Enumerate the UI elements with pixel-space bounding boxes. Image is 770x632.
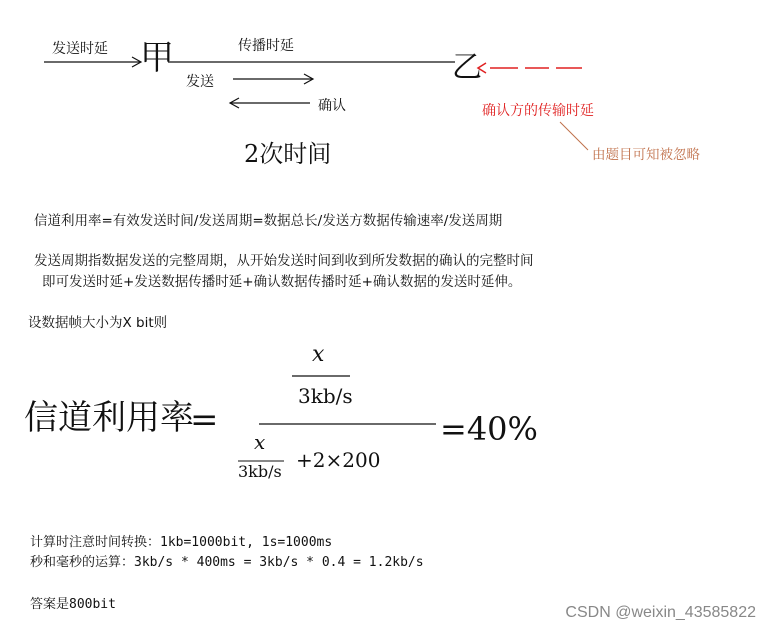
denominator-rate: 3kb/s — [238, 462, 282, 481]
sender-glyph: 甲 — [140, 38, 174, 78]
send-delay-label: 发送时延 — [52, 41, 108, 57]
ignore-label: 由题目可知被忽略 — [592, 147, 700, 163]
explanation-line-3: 即可发送时延+发送数据传播时延+确认数据传播时延+确认数据的发送时延伸。 — [42, 274, 522, 290]
propagation-delay-label: 传播时延 — [238, 38, 294, 54]
csdn-watermark: CSDN @weixin_43585822 — [565, 604, 756, 621]
send-label: 发送 — [186, 74, 214, 90]
confirm-label: 确认 — [318, 98, 346, 114]
formula-equals: = — [190, 400, 219, 440]
unit-conversion-note: 计算时注意时间转换：1kb=1000bit, 1s=1000ms — [30, 535, 333, 550]
receiver-delay-label: 确认方的传输时延 — [482, 103, 594, 119]
denominator-variable: x — [254, 430, 266, 454]
unit-calculation-note: 秒和毫秒的运算：3kb/s * 400ms = 3kb/s * 0.4 = 1.2kb/s — [30, 555, 424, 570]
denominator-round-trip: +2×200 — [296, 448, 381, 472]
formula-lhs: 信道利用率 — [24, 398, 194, 438]
explanation-line-2: 发送周期指数据发送的完整周期，从开始发送时间到收到所发数据的确认的完整时间 — [34, 253, 534, 269]
explanation-line-1: 信道利用率=有效发送时间/发送周期=数据总长/发送方数据传输速率/发送周期 — [34, 213, 503, 229]
formula-result: =40% — [440, 410, 538, 448]
numerator-rate: 3kb/s — [298, 384, 353, 408]
frame-size-assumption: 设数据帧大小为X bit则 — [28, 315, 168, 331]
twice-time-label: 2次时间 — [244, 140, 332, 168]
answer-text: 答案是800bit — [30, 597, 116, 612]
receiver-glyph: 乙 — [452, 50, 482, 85]
numerator-variable: x — [312, 342, 325, 367]
